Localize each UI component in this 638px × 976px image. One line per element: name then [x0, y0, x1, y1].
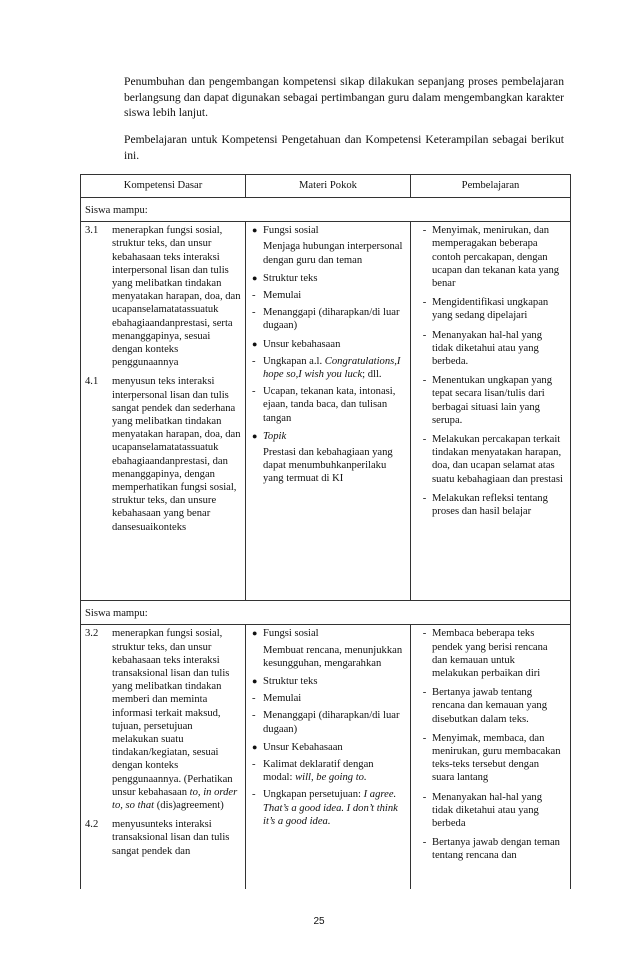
bullet-icon: ● — [252, 430, 258, 441]
kd-item — [85, 627, 241, 812]
pembelajaran-item: - Mengidentifikasi ungkapan yang sedang dipelajari — [422, 297, 549, 322]
materi-heading: Fungsi sosial — [263, 628, 319, 640]
materi-subitem: Ungkapan a.l. Congratulations,I hope so,I wish you luck; dll. — [263, 355, 401, 381]
materi-heading: Struktur teks — [263, 272, 318, 284]
competency-table — [80, 174, 571, 889]
kd-cell — [81, 222, 246, 601]
pembelajaran-item: - Bertanya jawab dengan teman tentang rencana dan — [422, 837, 560, 862]
kd-cell — [81, 625, 246, 890]
header-materi-pokok: Materi Pokok — [246, 175, 411, 198]
bullet-icon: ● — [252, 676, 258, 687]
kd-item — [85, 818, 241, 858]
pembelajaran-item: - Menanyakan hal-hal yang tidak diketahui atau yang berbeda — [422, 791, 543, 830]
kd-number: 3.2 — [85, 628, 99, 640]
materi-heading: Topik — [263, 430, 287, 442]
section-2-siswa-row — [81, 601, 571, 625]
materi-subitem: Ucapan, tekanan kata, intonasi, ejaan, tanda baca, dan tulisan tangan — [263, 386, 396, 424]
materi-subitem: Menanggapi (diharapkan/di luar dugaan) — [263, 307, 400, 332]
kd-number: 4.1 — [85, 376, 99, 388]
materi-subitem: Menanggapi (diharapkan/di luar dugaan) — [263, 710, 400, 735]
kd-text: menerapkan fungsi sosial, struktur teks, dan unsur kebahasaan teks interaksi transaksional lisan dan tulis yang melibatkan tindakan memberi dan meminta informasi terkait maksud, tujuan, persetujuan melakukan suatu tindakan/kegiatan, sesuai dengan konteks penggunaannya. (Perhatikan unsur kebahasaan to, in order to, so that (dis)agreement) — [112, 628, 238, 812]
kd-item — [85, 224, 241, 369]
pembelajaran-item: - Menentukan ungkapan yang tepat secara lisan/tulis dari berbagai situasi lain yang serupa. — [422, 375, 553, 426]
materi-heading: Struktur teks — [263, 676, 318, 688]
page-number: 25 — [313, 916, 325, 927]
pembelajaran-cell — [411, 222, 571, 601]
header-pembelajaran: Pembelajaran — [411, 175, 571, 198]
materi-heading: Unsur kebahasaan — [263, 338, 341, 350]
intro-paragraph-1: Penumbuhan dan pengembangan kompetensi sikap dilakukan sepanjang proses pembelajaran berlangsung dan dapat digunakan sebagai pertimbangan guru dalam mengembangkan karakter siswa lebih lanjut. — [124, 75, 564, 119]
materi-text: Prestasi dan kebahagiaan yang dapat menumbuhkanperilaku yang termuat di KI — [263, 447, 393, 485]
materi-text: Menjaga hubungan interpersonal dengan guru dan teman — [263, 241, 403, 266]
siswa-mampu-label: Siswa mampu: — [85, 205, 148, 216]
materi-subitem: Kalimat deklaratif dengan modal: will, be going to. — [263, 759, 374, 784]
pembelajaran-item: - Menyimak, menirukan, dan memperagakan beberapa contoh percakapan, dengan ucapan dan tekanan kata yang benar — [422, 225, 560, 290]
pembelajaran-item: - Melakukan percakapan terkait tindakan menyatakan harapan, doa, dan ucapan selamat atas suatu kebahagiaan dan prestasi — [422, 434, 563, 485]
pembelajaran-item: - Bertanya jawab tentang rencana dan kemauan yang disebutkan dalam teks. — [422, 687, 548, 725]
materi-cell: ● Fungsi sosial Membuat rencana, menunjukkan kesungguhan, mengarahkan ● Struktur teks - Memulai - Menanggapi (diharapkan/di luar dugaan) ● Unsur Kebahasaan - Kalimat deklaratif dengan modal: will, be going to. - Ungkapan persetujuan: I agree. That’s a good idea. I don’t think it’s a good idea. — [246, 625, 411, 890]
materi-heading: Fungsi sosial — [263, 225, 319, 237]
materi-heading: Unsur Kebahasaan — [263, 741, 343, 753]
section-2-body-row — [81, 625, 571, 890]
section-1-body-row — [81, 222, 571, 601]
intro-paragraph-2: Pembelajaran untuk Kompetensi Pengetahuan dan Kompetensi Keterampilan sebagai berikut ini. — [124, 133, 564, 162]
section-1-siswa-row — [81, 198, 571, 222]
pembelajaran-item: - Melakukan refleksi tentang proses dan hasil belajar — [422, 492, 548, 518]
kd-text: menyusunteks interaksi transaksional lisan dan tulis sangat pendek dan — [112, 819, 230, 857]
kd-number: 4.2 — [85, 819, 99, 831]
bullet-icon: ● — [252, 741, 258, 752]
pembelajaran-cell — [411, 625, 571, 890]
kd-text: menerapkan fungsi sosial, struktur teks, dan unsur kebahasaan teks interaksi interpersonal lisan dan tulis yang melibatkan tindakan menyatakan harapan, doa, dan ucapanselamatatassuatuk ebahagiaandanprestasi, serta menanggapinya, sesuai dengan konteks penggunaannya — [112, 225, 241, 369]
siswa-mampu-label: Siswa mampu: — [85, 608, 148, 620]
materi-subitem: Memulai — [263, 290, 302, 302]
materi-subitem: Memulai — [263, 693, 302, 705]
bullet-icon: ● — [252, 338, 258, 349]
bullet-icon: ● — [252, 272, 258, 283]
pembelajaran-item: - Membaca beberapa teks pendek yang berisi rencana dan kemauan untuk melakukan perbaikan diri — [422, 628, 548, 680]
header-kompetensi-dasar: Kompetensi Dasar — [81, 175, 246, 198]
kd-number: 3.1 — [85, 225, 99, 237]
materi-cell: ● Fungsi sosial Menjaga hubungan interpersonal dengan guru dan teman ● Struktur teks - Memulai - Menanggapi (diharapkan/di luar dugaan) ● Unsur kebahasaan - Ungkapan a.l. Congratulations,I hope so,I wish you luck; dll. - Ucapan, tekanan kata, intonasi, ejaan, tanda baca, dan tulisan tangan ● Topik Prestasi dan kebahagiaan yang dapat menumbuhkanperilaku yang termuat di KI — [246, 222, 411, 601]
materi-subitem: Ungkapan persetujuan: I agree. That’s a good idea. I don’t think it’s a good idea. — [263, 789, 398, 827]
kd-text: menyusun teks interaksi interpersonal lisan dan tulis sangat pendek dan sederhana yang melibatkan tindakan menyatakan harapan, doa, dan ucapanselamatatassuatuk ebahagiaandanprestasi, dan menanggapinya, dengan memperhatikan fungsi sosial, struktur teks, dan unsure kebahasaan yang benar dansesuaikonteks — [112, 376, 241, 533]
bullet-icon: ● — [252, 628, 258, 639]
kd-item — [85, 375, 241, 533]
pembelajaran-item: - Menanyakan hal-hal yang tidak diketahui atau yang berbeda. — [422, 329, 543, 368]
materi-text: Membuat rencana, menunjukkan kesungguhan, mengarahkan — [263, 644, 403, 669]
table-header-row — [81, 175, 571, 198]
bullet-icon: ● — [252, 225, 258, 236]
pembelajaran-item: - Menyimak, membaca, dan menirukan, guru membacakan teks-teks tersebut dengan suara lantang — [422, 732, 561, 784]
